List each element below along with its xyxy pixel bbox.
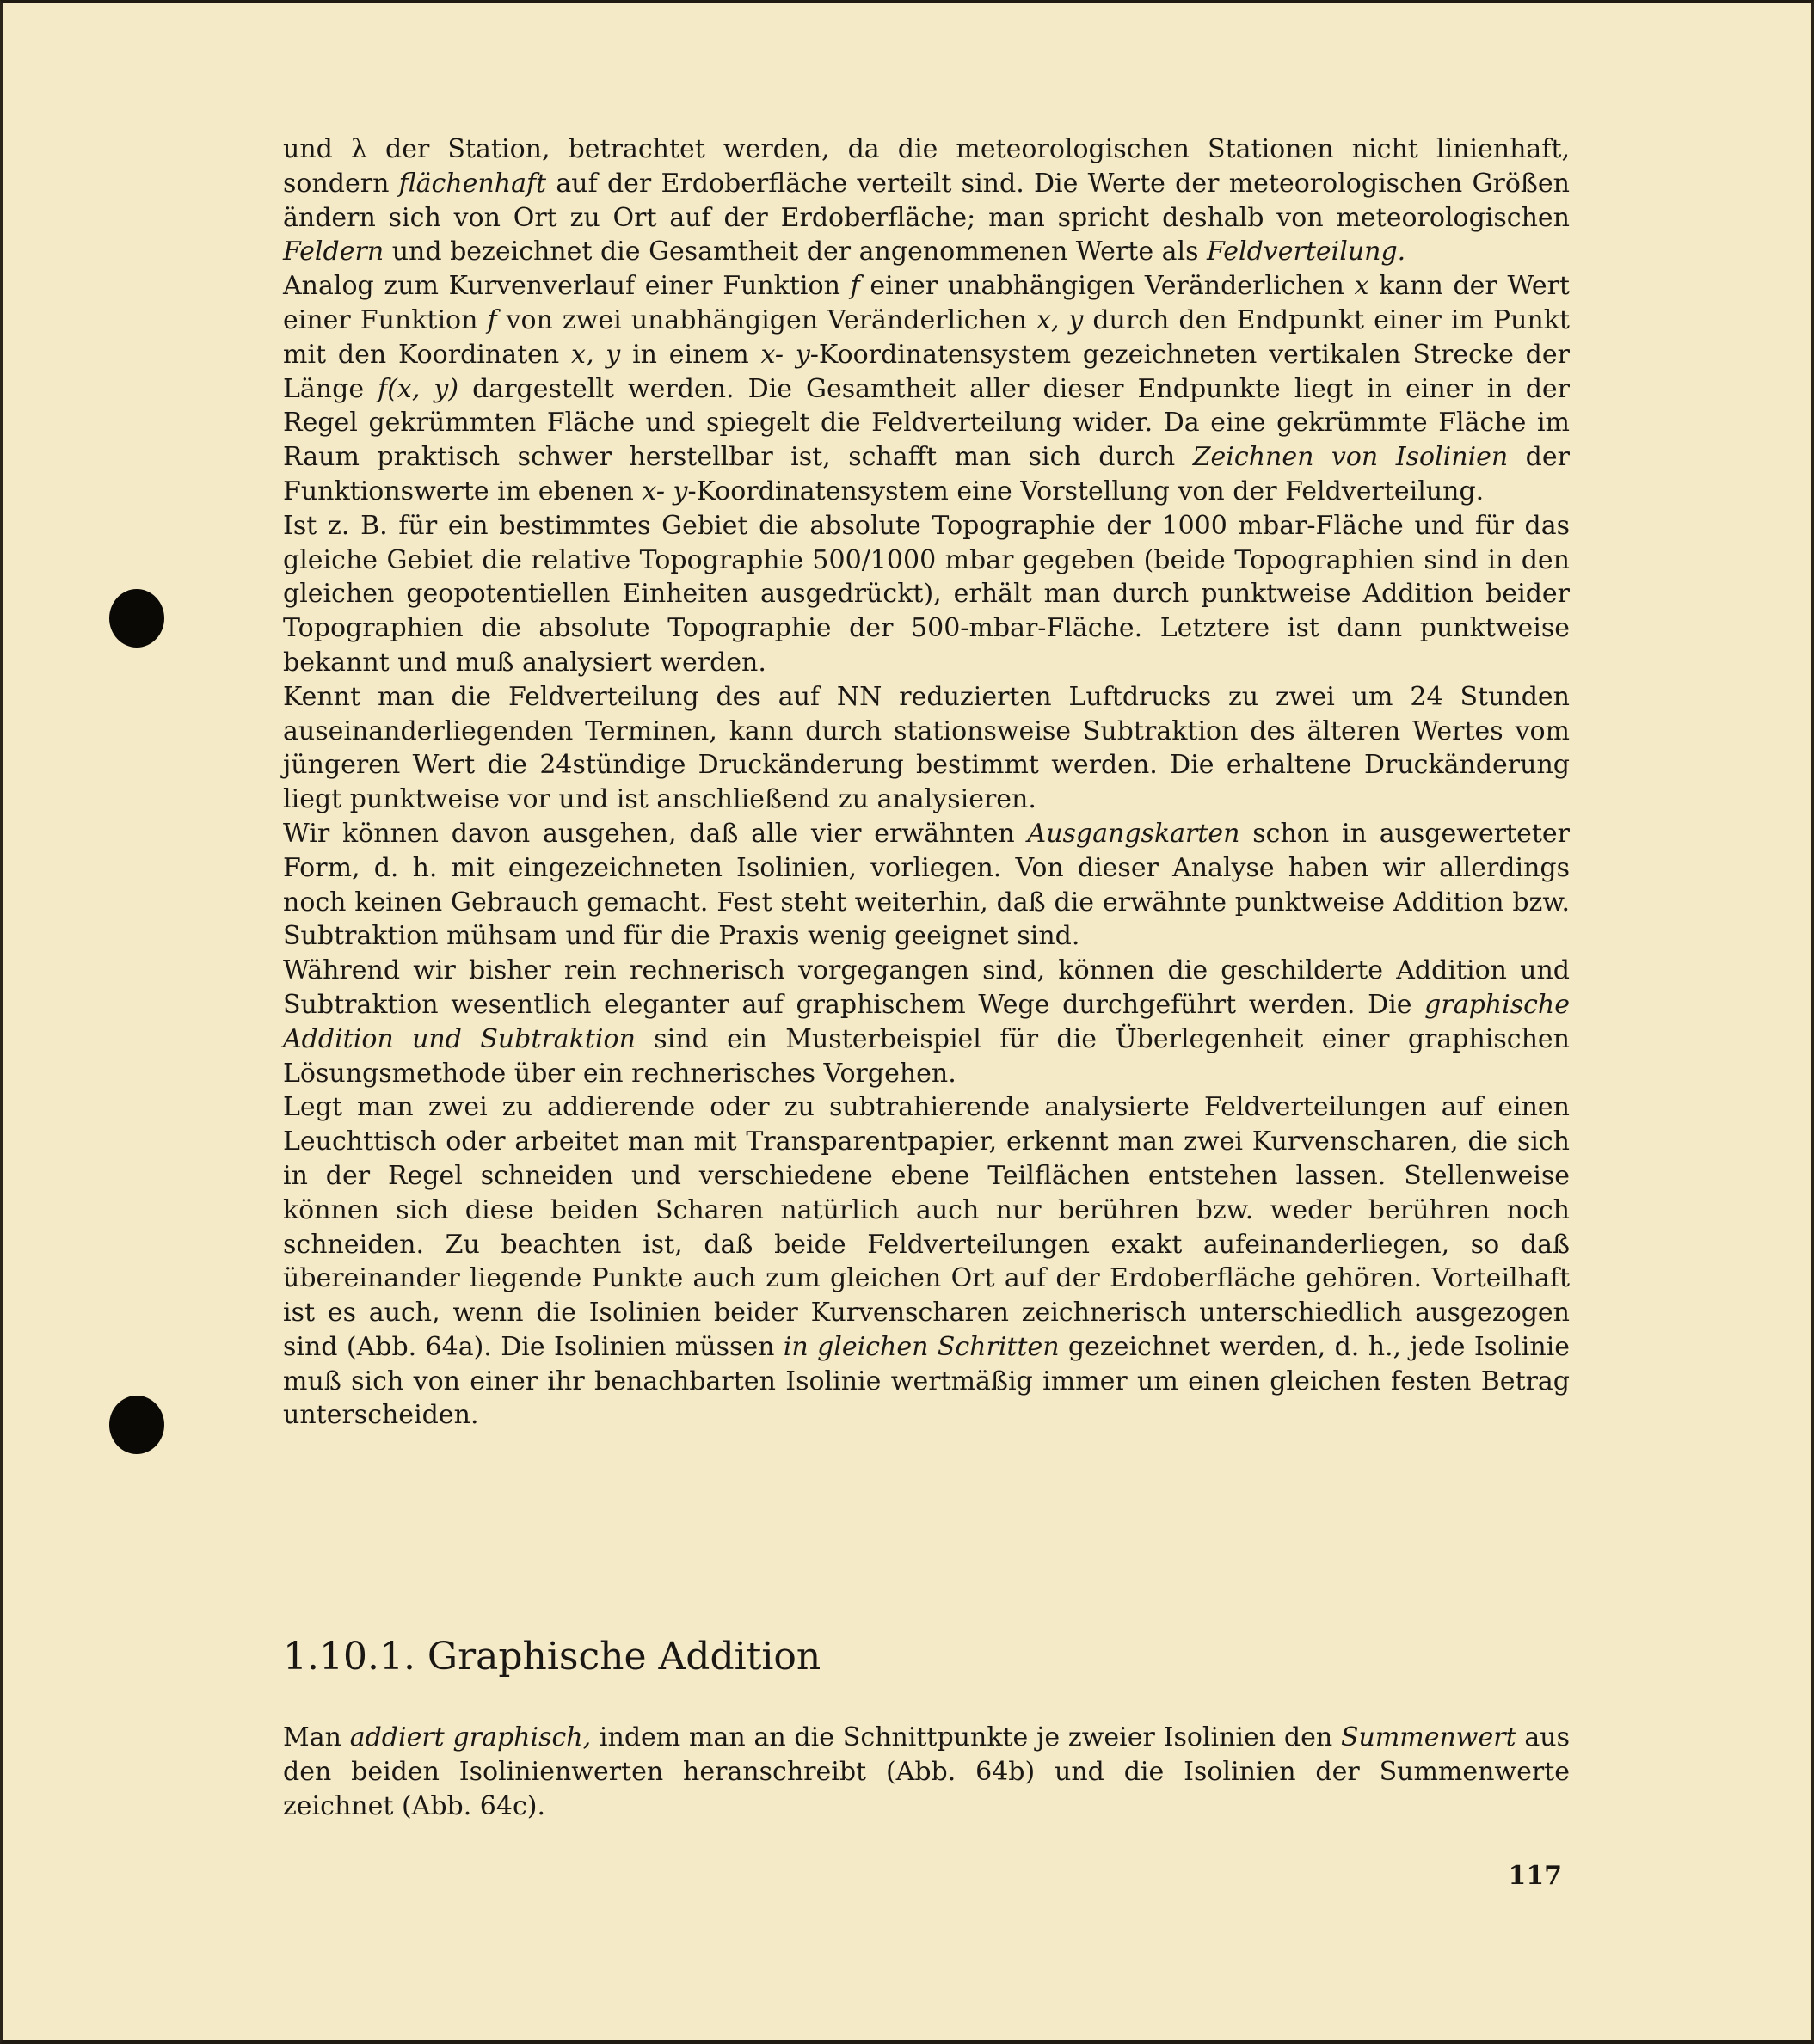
emphasis-text: Feldverteilung.: [1207, 236, 1406, 267]
text-run: -Koordinatensystem gezeichneten vertikalen Strecke der Länge: [283, 339, 1570, 404]
text-run: von zwei unabhängigen Veränderlichen: [496, 304, 1036, 335]
punch-hole: [109, 589, 164, 648]
emphasis-text: Feldern: [283, 236, 384, 267]
text-run: gezeichnet werden, d. h., jede Isolinie muß sich von einer ihr benachbarten Isolinie wertmäßig immer um einen gleichen festen Betrag unterscheiden.: [283, 1331, 1570, 1431]
emphasis-text: f: [487, 304, 497, 335]
emphasis-text: Summenwert: [1340, 1722, 1516, 1752]
emphasis-text: x- y: [760, 339, 810, 370]
paragraph: [283, 1090, 1570, 1433]
emphasis-text: flächenhaft: [398, 168, 547, 199]
text-run: sind ein Musterbeispiel für die Überlegenheit einer graphischen Lösungsmethode über ein rechnerisches Vorgehen.: [283, 1023, 1570, 1089]
text-run: Man: [283, 1722, 350, 1752]
text-run: Kennt man die Feldverteilung des auf NN reduzierten Luftdrucks zu zwei um 24 Stunden auseinanderliegenden Terminen, kann durch stationsweise Subtraktion des älteren Wertes vom jüngeren Wert die 24stündige Druckänderung bestimmt werden. Die erhaltene Druckänderung liegt punktweise vor und ist anschließend zu analysieren.: [283, 681, 1570, 815]
section-heading: 1.10.1. Graphische Addition: [283, 1635, 821, 1679]
paragraph: [283, 132, 1570, 269]
text-run: Legt man zwei zu addierende oder zu subtrahierende analysierte Feldverteilungen auf einen Leuchttisch oder arbeitet man mit Transparentpapier, erkennt man zwei Kurvenscharen, die sich in der Regel schneiden und verschiedene ebene Teilflächen entstehen lassen. Stellenweise können sich diese beiden Scharen natürlich auch nur berühren bzw. weder berühren noch schneiden. Zu beachten ist, daß beide Feldverteilungen exakt aufeinanderliegen, so daß übereinander liegende Punkte auch zum gleichen Ort auf der Erdoberfläche gehören. Vorteilhaft ist es auch, wenn die Isolinien beider Kurvenscharen zeichnerisch unterschiedlich ausgezogen sind (Abb. 64a). Die Isolinien müssen: [283, 1092, 1570, 1362]
text-run: Analog zum Kurvenverlauf einer Funktion: [283, 271, 851, 302]
emphasis-text: x- y: [642, 476, 688, 506]
text-run: einer unabhängigen Veränderlichen: [859, 271, 1355, 302]
text-run: schon in ausgewerteter Form, d. h. mit eingezeichneten Isolinien, vorliegen. Von dieser Analyse haben wir allerdings noch keinen Gebrauch gemacht. Fest steht weiterhin, daß die erwähnte punktweise Addition bzw. Subtraktion mühsam und für die Praxis wenig geeignet sind.: [283, 818, 1570, 952]
emphasis-text: Zeichnen von Isolinien: [1192, 442, 1509, 473]
body-text: [283, 132, 1570, 1433]
text-run: und bezeichnet die Gesamtheit der angenommenen Werte als: [384, 236, 1208, 267]
text-run: Ist z. B. für ein bestimmtes Gebiet die absolute Topographie der 1000 mbar-Fläche und für das gleiche Gebiet die relative Topographie 500/1000 mbar gegeben (beide Topographien sind in den gleichen geopotentiellen Einheiten ausgedrückt), erhält man durch punktweise Addition beider Topographien die absolute Topographie der 500-mbar-Fläche. Letztere ist dann punktweise bekannt und muß analysiert werden.: [283, 510, 1570, 678]
punch-hole: [109, 1396, 164, 1454]
emphasis-text: graphische Addition und Subtraktion: [283, 989, 1570, 1054]
paragraph: [283, 680, 1570, 817]
paragraph: [283, 269, 1570, 509]
text-run: -Koordinatensystem eine Vorstellung von der Feldverteilung.: [687, 476, 1485, 506]
emphasis-text: x, y: [1036, 304, 1084, 335]
emphasis-text: in gleichen Schritten: [783, 1331, 1060, 1362]
text-run: in einem: [620, 339, 761, 370]
section-paragraph: [283, 1721, 1570, 1823]
paragraph: [283, 509, 1570, 680]
page-number: 117: [1508, 1861, 1562, 1891]
text-run: durch den Endpunkt einer im Punkt mit den Koordinaten: [283, 304, 1570, 370]
emphasis-text: addiert graphisch,: [349, 1722, 592, 1752]
emphasis-text: x, y: [571, 339, 621, 370]
paragraph: [283, 817, 1570, 954]
text-run: der Funktionswerte im ebenen: [283, 442, 1570, 506]
text-run: und λ der Station, betrachtet werden, da die meteorologischen Stationen nicht linienhaft, sondern: [283, 134, 1570, 199]
text-run: dargestellt werden. Die Gesamtheit aller dieser Endpunkte liegt in einer in der Regel gekrümmten Fläche und spiegelt die Feldverteilung wider. Da eine gekrümmte Fläche im Raum praktisch schwer herstellbar ist, schafft man sich durch: [283, 373, 1571, 473]
emphasis-text: Ausgangskarten: [1027, 818, 1240, 849]
text-run: indem man an die Schnittpunkte je zweier Isolinien den: [591, 1722, 1341, 1752]
text-run: Während wir bisher rein rechnerisch vorgegangen sind, können die geschilderte Addition und Subtraktion wesentlich eleganter auf graphischem Wege durchgeführt werden. Die: [283, 955, 1570, 1020]
emphasis-text: f(x, y): [378, 373, 459, 404]
paragraph: [283, 954, 1570, 1090]
emphasis-text: x: [1354, 271, 1369, 302]
section-body: [283, 1721, 1570, 1823]
text-run: kann der Wert einer Funktion: [283, 271, 1570, 335]
text-run: Wir können davon ausgehen, daß alle vier erwähnten: [283, 818, 1028, 849]
text-run: aus den beiden Isolinienwerten heranschreibt (Abb. 64b) und die Isolinien der Summenwerte zeichnet (Abb. 64c).: [283, 1722, 1571, 1821]
text-run: auf der Erdoberfläche verteilt sind. Die Werte der meteorologischen Größen ändern sich von Ort zu Ort auf der Erdoberfläche; man spricht deshalb von meteorologischen: [283, 168, 1570, 233]
emphasis-text: f: [850, 271, 860, 302]
